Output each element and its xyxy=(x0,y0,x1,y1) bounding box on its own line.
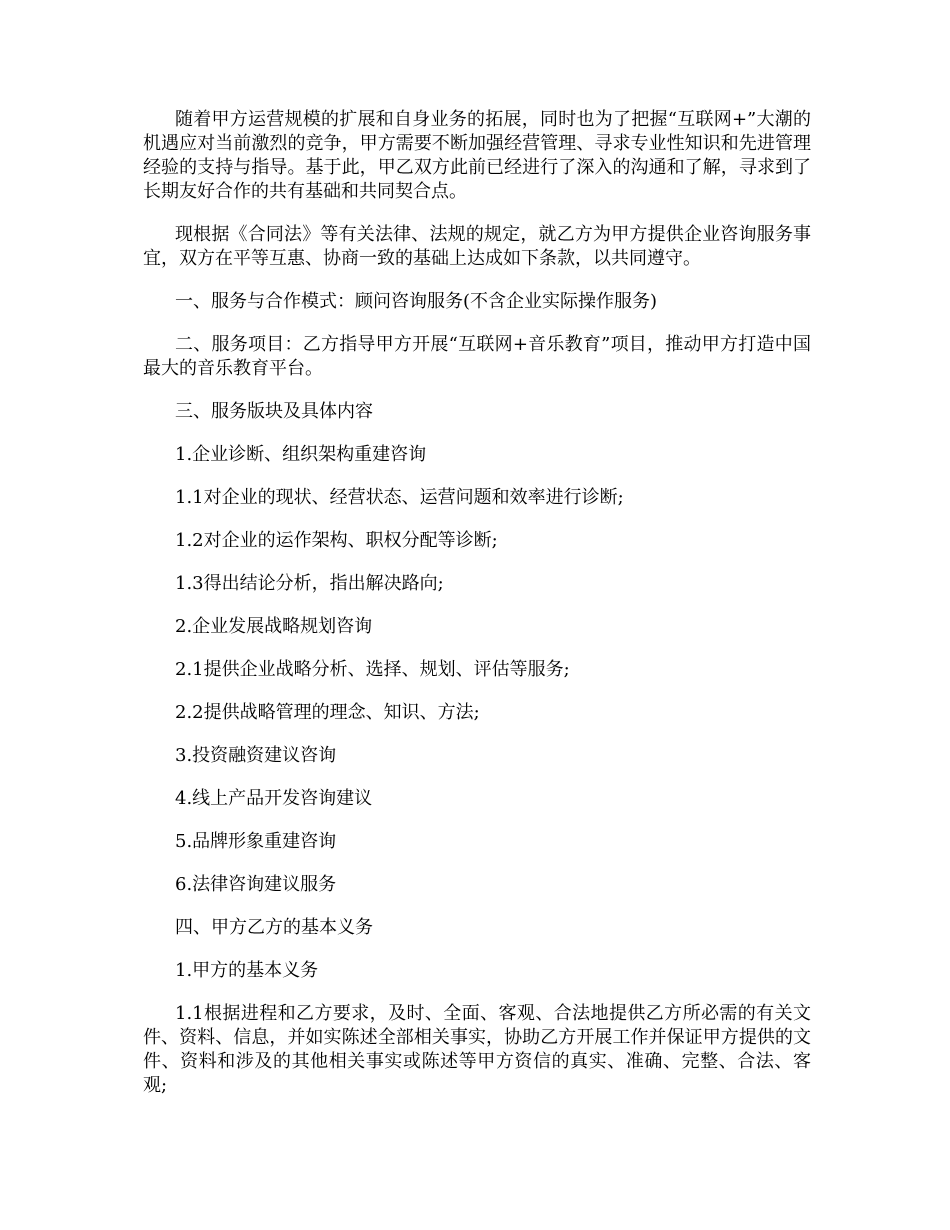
item-2-1: 2.1提供企业战略分析、选择、规划、评估等服务; xyxy=(175,659,570,680)
item-1-3: 1.3得出结论分析，指出解决路向; xyxy=(175,573,444,594)
section-4-heading: 四、甲方乙方的基本义务 xyxy=(175,917,373,938)
item-6: 6.法律咨询建议服务 xyxy=(175,874,337,895)
item-2: 2.企业发展战略规划咨询 xyxy=(175,616,373,637)
item-1-1: 1.1对企业的现状、经营状态、运营问题和效率进行诊断; xyxy=(175,487,624,508)
item-1: 1.企业诊断、组织架构重建咨询 xyxy=(175,444,427,465)
document-body xyxy=(143,108,811,1117)
paragraph-basis: 现根据《合同法》等有关法律、法规的规定，就乙方为甲方提供企业咨询服务事宜，双方在平等互惠、协商一致的基础上达成如下条款，以共同遵守。 xyxy=(143,224,811,269)
item-4: 4.线上产品开发咨询建议 xyxy=(175,788,373,809)
item-2-2: 2.2提供战略管理的理念、知识、方法; xyxy=(175,702,480,723)
party-a-obligations-heading: 1.甲方的基本义务 xyxy=(175,960,319,981)
section-1-service-mode: 一、服务与合作模式：顾问咨询服务(不含企业实际操作服务) xyxy=(175,291,658,312)
party-a-obligation-1-1: 1.1根据进程和乙方要求，及时、全面、客观、合法地提供乙方所必需的有关文件、资料、信息，并如实陈述全部相关事实，协助乙方开展工作并保证甲方提供的文件、资料和涉及的其他相关事实或陈述等甲方资信的真实、准确、完整、合法、客观; xyxy=(143,1003,811,1096)
item-3: 3.投资融资建议咨询 xyxy=(175,745,337,766)
section-2-service-project: 二、服务项目：乙方指导甲方开展“互联网+音乐教育”项目，推动甲方打造中国最大的音乐教育平台。 xyxy=(143,334,811,379)
paragraph-intro: 随着甲方运营规模的扩展和自身业务的拓展，同时也为了把握“互联网+”大潮的机遇应对当前激烈的竞争，甲方需要不断加强经营管理、寻求专业性知识和先进管理经验的支持与指导。基于此，甲乙双方此前已经进行了深入的沟通和了解，寻求到了长期友好合作的共有基础和共同契合点。 xyxy=(143,109,811,202)
item-1-2: 1.2对企业的运作架构、职权分配等诊断; xyxy=(175,530,498,551)
section-3-heading: 三、服务版块及具体内容 xyxy=(175,401,373,422)
item-5: 5.品牌形象重建咨询 xyxy=(175,831,337,852)
